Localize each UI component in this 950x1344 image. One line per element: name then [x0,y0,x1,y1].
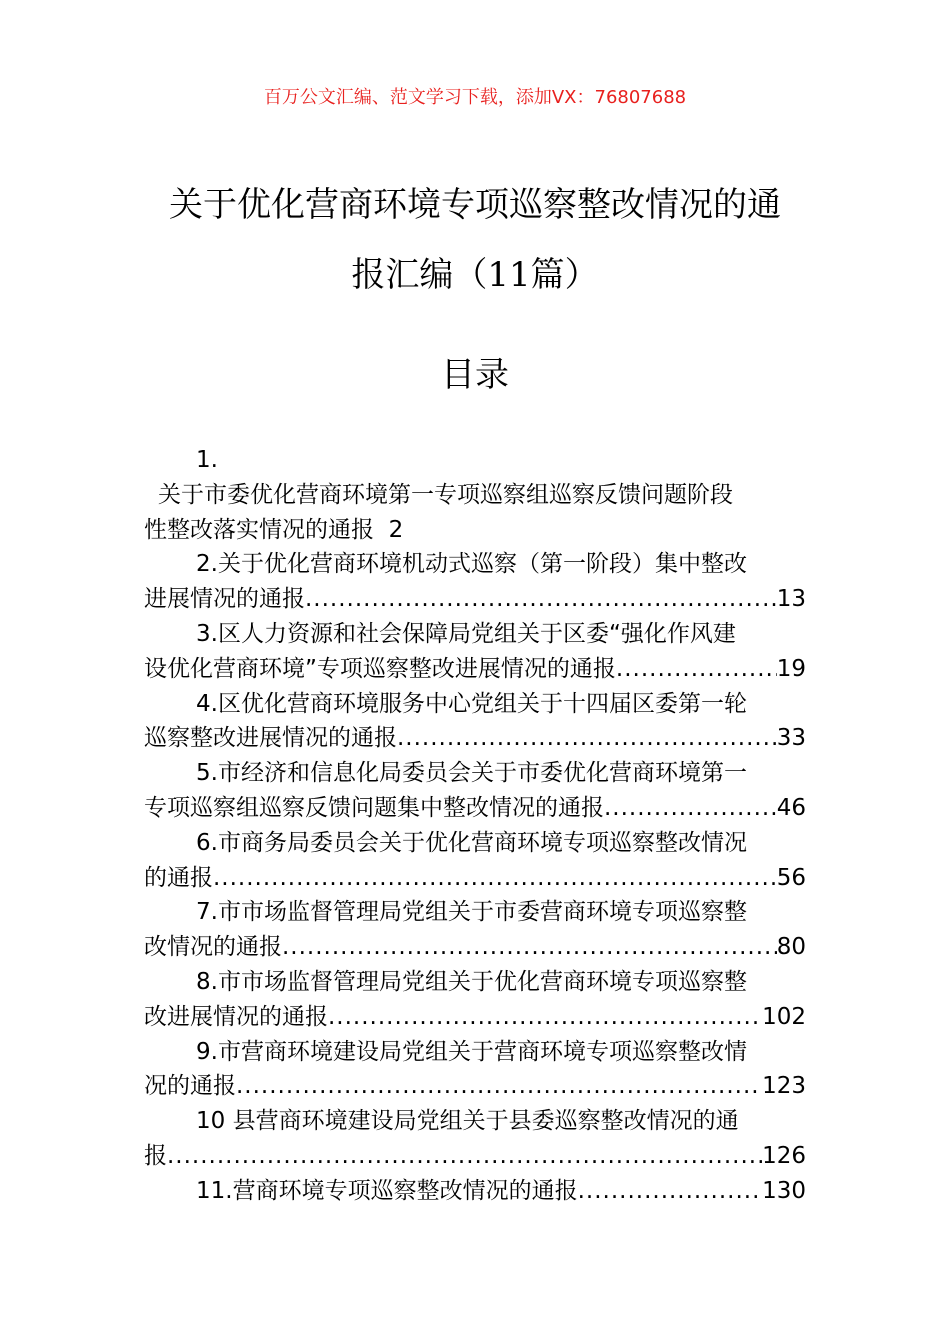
toc-entry-title-end: 设优化营商环境”专项巡察整改进展情况的通报 [144,655,616,682]
toc-entry-line1: 9.市营商环境建设局党组关于营商环境专项巡察整改情 [196,1038,747,1065]
leader-dots [397,721,777,756]
toc-entry-number: 1. [196,447,218,473]
toc-entry-page: 123 [762,1073,806,1100]
toc-entry-title-end: 进展情况的通报 [144,586,305,613]
toc-entry-title-end: 报 [144,1142,167,1169]
toc-entry-title-end: 改情况的通报 [144,934,282,961]
toc-entry-page: 33 [776,725,806,752]
toc-entry-page: 102 [762,1003,806,1030]
title-line-2-suffix: 篇） [530,255,599,295]
toc-entry-title-end: 巡察整改进展情况的通报 [144,725,397,752]
toc-entry-line2 [144,861,806,896]
toc-entry-line1 [144,1174,806,1209]
toc-entry-title-end: 况的通报 [144,1073,236,1100]
toc-entry-page: 13 [776,586,806,613]
toc-entry-title-end: 性整改落实情况的通报 [144,516,374,543]
toc-entry-2[interactable] [144,547,806,617]
toc-entry-line2 [144,930,806,965]
leader-dots [616,652,777,687]
toc-entry-3[interactable] [144,617,806,687]
toc-entry-line1: 5.市经济和信息化局委员会关于市委优化营商环境第一 [196,760,747,787]
toc-entry-line1: 2.关于优化营商环境机动式巡察（第一阶段）集中整改 [196,551,747,578]
toc-entry-7[interactable] [144,895,806,965]
toc-entry-line1: 10 县营商环境建设局党组关于县委巡察整改情况的通 [196,1108,739,1135]
toc-entry-line2 [144,721,806,756]
toc-heading: 目录 [441,355,509,395]
toc-entry-line2 [144,1000,806,1035]
toc-entry-line2 [144,1139,806,1174]
document-title [130,170,820,310]
toc-entry-line1: 6.市商务局委员会关于优化营商环境专项巡察整改情况 [196,829,747,856]
toc-entry-title-end: 的通报 [144,864,213,891]
leader-dots [282,930,777,965]
title-line-2-prefix: 报汇编（ [351,255,488,295]
toc-entry-page: 46 [776,794,806,821]
toc-entry-6[interactable] [144,826,806,896]
toc-entry-line2 [144,791,806,826]
toc-entry-8[interactable] [144,965,806,1035]
toc-entry-title-end: 专项巡察组巡察反馈问题集中整改情况的通报 [144,794,604,821]
toc-entry-11[interactable] [144,1174,806,1209]
toc-entry-page: 130 [762,1177,806,1204]
toc-entry-line2 [144,513,806,548]
toc-entry-title: 11.营商环境专项巡察整改情况的通报 [196,1177,578,1204]
toc-entry-title-end: 改进展情况的通报 [144,1003,328,1030]
toc-entry-4[interactable] [144,687,806,757]
toc-entry-line2 [144,1069,806,1104]
toc-entry-line2 [144,652,806,687]
title-count: 11 [487,255,531,295]
toc-entry-page: 80 [776,934,806,961]
toc-entry-page: 2 [388,516,404,543]
leader-dots [236,1069,762,1104]
toc-entry-page: 126 [762,1142,806,1169]
leader-dots [213,861,777,896]
table-of-contents [144,443,806,1209]
toc-entry-page: 56 [776,864,806,891]
leader-dots [604,791,777,826]
toc-entry-9[interactable] [144,1035,806,1105]
title-line-2 [130,240,820,310]
toc-entry-10[interactable] [144,1104,806,1174]
toc-entry-line1: 4.区优化营商环境服务中心党组关于十四届区委第一轮 [196,690,747,717]
leader-dots [328,1000,762,1035]
leader-dots [305,582,777,617]
toc-entry-1[interactable] [144,443,806,547]
toc-entry-line1: 关于市委优化营商环境第一专项巡察组巡察反馈问题阶段 [158,481,733,508]
title-line-1: 关于优化营商环境专项巡察整改情况的通 [169,185,781,225]
toc-entry-line2 [144,582,806,617]
leader-dots [167,1139,762,1174]
toc-entry-5[interactable] [144,756,806,826]
toc-entry-line1: 3.区人力资源和社会保障局党组关于区委“强化作风建 [196,620,736,647]
toc-entry-page: 19 [776,655,806,682]
toc-entry-line1: 7.市市场监督管理局党组关于市委营商环境专项巡察整 [196,899,747,926]
leader-dots [578,1174,763,1209]
toc-entry-line1: 8.市市场监督管理局党组关于优化营商环境专项巡察整 [196,968,747,995]
header-notice: 百万公文汇编、范文学习下载，添加VX：76807688 [263,87,687,108]
